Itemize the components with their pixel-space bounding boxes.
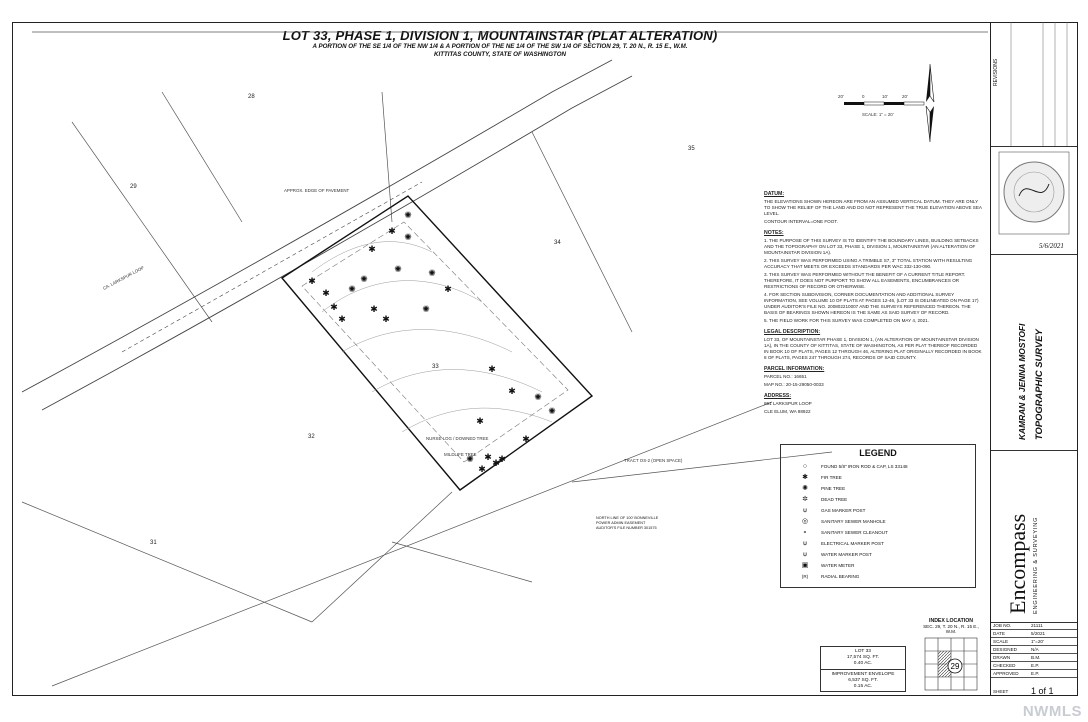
svg-text:✱: ✱ [338, 315, 346, 325]
sheet-label: SHEET [993, 689, 1009, 694]
info-row [991, 662, 1077, 670]
iron-rod-icon: ○ [802, 463, 808, 470]
lot-label-29: 29 [130, 184, 137, 190]
legend-row [781, 495, 977, 506]
info-value: 21111 [1031, 623, 1043, 628]
mildlife-label: MILDLIFE TREE [444, 452, 477, 457]
revision-table [991, 22, 1077, 146]
note-1: 1. THE PURPOSE OF THIS SURVEY IS TO IDENTIFY THE BOUNDARY LINES, BUILDING SETBACKS AND THE TOPOGRAPHY ON LOT 33, PHASE 1, DIVISION 1, MOUNTAINSTAR (AN ALTERATION OF MOUNTAINSTAR DIVISION 1A). [764, 238, 979, 255]
seal-date: 5/6/2021 [1039, 242, 1064, 250]
legal-text: LOT 33, OF MOUNTAINSTAR PHASE 1, DIVISION 1, (AN ALTERATION OF MOUNTAINSTAR DIVISION 1A), IN THE COUNTY OF KITTITAS, STATE OF WASHINGTON, AS PER PLAT THEREOF RECORDED IN BOOK 10 OF PLATS, PAGES 12 THROUGH 46, ALTERING PLAT ORIGINALLY RECORDED IN BOOK 8 OF PLATS, PAGES 247 THROUGH 274, RECORDS OF SAID COUNTY. [764, 337, 982, 360]
legend-label: PINE TREE [821, 486, 846, 491]
legend-label: ELECTRICAL MARKER POST [821, 541, 884, 546]
legend-label: SANITARY SEWER CLEANOUT [821, 530, 888, 535]
legend [780, 444, 976, 588]
info-row [991, 622, 1077, 630]
svg-text:✱: ✱ [382, 315, 390, 325]
job-info [991, 622, 1077, 696]
datum-text: THE ELEVATIONS SHOWN HEREON ARE FROM AN ASSUMED VERTICAL DATUM. THEY ARE ONLY TO SHOW THE RELIEF OF THE LAND AND DO NOT REPRESENT THE TRUE ELEVATION ABOVE SEA LEVEL. [764, 199, 982, 216]
svg-text:✺: ✺ [422, 305, 430, 315]
envelope-ac: 0.15 AC. [853, 684, 873, 689]
project-panel [991, 254, 1077, 451]
sewer-manhole-icon: ◎ [801, 518, 809, 525]
info-row [991, 638, 1077, 646]
legend-label: FIR TREE [821, 475, 842, 480]
legend-label: RADIAL BEARING [821, 574, 860, 579]
svg-text:✺: ✺ [404, 211, 412, 221]
legend-label: FOUND 5/8" IRON ROD & CAP, LS 33148 [821, 464, 908, 469]
legend-row [781, 462, 977, 473]
surveyor-seal [991, 146, 1077, 255]
survey-notes [764, 186, 982, 417]
svg-text:✺: ✺ [548, 407, 556, 417]
water-meter-icon: ▣ [801, 562, 809, 569]
info-row [991, 654, 1077, 662]
section-grid-icon [923, 636, 979, 692]
info-row [991, 670, 1077, 678]
company-name: Encompass [1005, 513, 1030, 614]
index-location [918, 618, 984, 692]
svg-text:✱: ✱ [322, 289, 330, 299]
scale-tick-20b: 20' [902, 94, 908, 99]
address-line-2: CLE ELUM, WA 98922 [764, 409, 811, 414]
svg-text:✱: ✱ [388, 227, 396, 237]
legend-row [781, 561, 977, 572]
svg-text:✺: ✺ [394, 265, 402, 275]
note-4: 4. FOR SECTION SUBDIVISION, CORNER DOCUMENTATION AND ADDITIONAL SURVEY INFORMATION, SEE VOLUME 10 OF PLATS AT PAGES 12-46, (LOT 33 IS DELINEATED ON PAGE 17) UNDER AUDITOR'S FILE NO. 200802210007 AND THE SURVEYS REFERENCED THEREON. THE BASIS OF BEARINGS SHOWN HEREON IS THE SAME AS SAID SURVEY OF RECORD. [764, 292, 979, 315]
lot-label-28: 28 [248, 94, 255, 100]
legend-title: LEGEND [859, 448, 897, 458]
info-key: APPROVED [993, 671, 1019, 676]
address-heading: ADDRESS: [764, 393, 792, 399]
svg-text:✺: ✺ [404, 233, 412, 243]
north-arrow-icon [926, 64, 934, 142]
legend-label: WATER METER [821, 563, 855, 568]
note-3: 3. THIS SURVEY WAS PERFORMED WITHOUT THE BENEFIT OF A CURRENT TITLE REPORT. THEREFORE, IT DOES NOT PURPORT TO SHOW ALL EASEMENTS, ENCUMBRANCES OR RESTRICTIONS OF RECORD OR OTHERWISE. [764, 272, 966, 289]
sewer-cleanout-icon: ∘ [802, 529, 808, 536]
lot-area-lot: LOT 33 [855, 649, 871, 654]
svg-text:✱: ✱ [488, 365, 496, 375]
svg-text:✱: ✱ [476, 417, 484, 427]
info-key: DRAWN [993, 655, 1011, 660]
title-block [990, 22, 1078, 696]
pavement-note: APPROX. EDGE OF PAVEMENT [284, 188, 350, 193]
legend-row [781, 539, 977, 550]
svg-text:✺: ✺ [534, 393, 542, 403]
svg-text:✱: ✱ [508, 387, 516, 397]
legend-row [781, 572, 977, 583]
parcel-no: PARCEL NO.: 16651 [764, 374, 807, 379]
easement-note: NORTH LINE OF 100' BONNEVILLE POWER ADMIN EASEMENT AUDITOR'S FILE NUMBER 301575 [596, 516, 659, 530]
legend-row [781, 473, 977, 484]
scale-text: SCALE: 1" = 20' [862, 112, 894, 117]
svg-text:✺: ✺ [428, 269, 436, 279]
info-value: N/A [1031, 647, 1039, 652]
lot-label-35: 35 [688, 146, 695, 152]
survey-type: TOPOGRAPHIC SURVEY [1033, 329, 1044, 440]
legend-row [781, 528, 977, 539]
dead-tree-icon: ✲ [802, 496, 808, 503]
svg-text:✱: ✱ [444, 285, 452, 295]
sheet-number [991, 688, 1077, 696]
electrical-marker-icon: ⍦ [802, 540, 808, 547]
legend-row [781, 506, 977, 517]
plat-title: LOT 33, PHASE 1, DIVISION 1, MOUNTAINSTAR (PLAT ALTERATION) [282, 28, 718, 43]
fir-tree-icon: ✱ [802, 474, 808, 481]
radial-bearing-icon: (R) [801, 574, 809, 579]
info-value: E.P. [1031, 663, 1040, 668]
scale-tick-20a: 20' [838, 94, 844, 99]
note-2: 2. THIS SURVEY WAS PERFORMED USING A TRIMBLE S7, 3" TOTAL STATION WITH RESULTING ACCURACY THAT MEETS OR EXCEEDS STANDARDS PER WAC 332-130-090. [764, 258, 973, 269]
svg-text:✱: ✱ [308, 277, 316, 287]
svg-text:✱: ✱ [484, 453, 492, 463]
svg-text:✺: ✺ [348, 285, 356, 295]
legend-row [781, 550, 977, 561]
svg-text:✺: ✺ [466, 455, 474, 465]
scale-tick-0: 0 [862, 94, 865, 99]
road-label: CA. LARKSPUR LOOP [102, 265, 145, 291]
tract-label: TRACT OS-2 (OPEN SPACE) [624, 458, 683, 463]
svg-text:✱: ✱ [522, 435, 530, 445]
plat-subtitle-2: KITTITAS COUNTY, STATE OF WASHINGTON [434, 51, 566, 58]
water-marker-icon: ⍦ [802, 551, 808, 558]
nurse-log-label: NURSE LOG / DOWNED TREE [426, 436, 489, 441]
svg-text:✱: ✱ [478, 465, 486, 475]
svg-text:✱: ✱ [330, 303, 338, 313]
svg-text:✱: ✱ [498, 455, 506, 465]
info-row [991, 646, 1077, 654]
legend-label: DEAD TREE [821, 497, 848, 502]
lot-area-sqft: 17,574 SQ. FT. [846, 655, 880, 660]
lot-area-box [820, 646, 906, 692]
envelope-heading: IMPROVEMENT ENVELOPE [821, 669, 905, 678]
legend-label: WATER MARKER POST [821, 552, 872, 557]
info-value: 1"=20' [1031, 639, 1044, 644]
svg-text:✱: ✱ [368, 245, 376, 255]
legend-label: GAS MARKER POST [821, 508, 866, 513]
plat-subtitle-1: A PORTION OF THE SE 1/4 OF THE NW 1/4 & A PORTION OF THE NE 1/4 OF THE SW 1/4 OF SECTION 29, T. 20 N., R. 15 E., W.M. [312, 43, 688, 50]
info-key: JOB NO. [993, 623, 1012, 628]
revisions-panel [991, 22, 1077, 147]
company-subtitle: ENGINEERING & SURVEYING [1033, 516, 1039, 614]
pine-tree-icon: ✺ [802, 485, 808, 492]
legend-row [781, 517, 977, 528]
info-value: 5/2021 [1031, 631, 1046, 636]
info-key: CHECKED [993, 663, 1016, 668]
legal-heading: LEGAL DESCRIPTION: [764, 329, 821, 335]
info-row [991, 630, 1077, 638]
lot-area-ac: 0.40 AC. [853, 661, 873, 666]
index-sec: SEC. 29, T. 20 N., R. 15 E., W.M. [923, 624, 979, 634]
lot-label-33: 33 [432, 364, 439, 370]
svg-text:✱: ✱ [492, 459, 500, 469]
parcel-heading: PARCEL INFORMATION: [764, 366, 825, 372]
gas-marker-icon: ⍦ [802, 507, 808, 514]
client-name: KAMRAN & JENNA MOSTOFI [1017, 323, 1027, 440]
datum-heading: DATUM: [764, 191, 785, 197]
info-value: E.P. [1031, 671, 1040, 676]
address-line-1: 861 LARKSPUR LOOP [764, 401, 812, 406]
info-key: SCALE [993, 639, 1009, 644]
info-value: B.M. [1031, 655, 1041, 660]
revisions-label: REVISIONS [993, 58, 999, 86]
envelope-sqft: 6,537 SQ. FT. [848, 678, 878, 683]
lot-label-32: 32 [308, 434, 315, 440]
contour-text: CONTOUR INTERVAL=ONE FOOT. [764, 219, 838, 224]
company-logo [991, 450, 1077, 623]
lot-label-34: 34 [554, 240, 561, 246]
legend-label: SANITARY SEWER MANHOLE [821, 519, 886, 524]
map-no: MAP NO.: 20-15-29050-0033 [764, 382, 824, 387]
lot-label-31: 31 [150, 540, 157, 546]
index-title: INDEX LOCATION [929, 618, 973, 624]
svg-text:✱: ✱ [370, 305, 378, 315]
note-5: 5. THE FIELD WORK FOR THIS SURVEY WAS COMPLETED ON MAY 4, 2021. [764, 318, 929, 323]
nwmls-watermark: NWMLS [1022, 703, 1082, 720]
scale-bar [838, 94, 924, 117]
info-key: DESIGNED [993, 647, 1017, 652]
sheet-value: 1 of 1 [1031, 686, 1054, 696]
info-key: DATE [993, 631, 1005, 636]
legend-row [781, 484, 977, 495]
scale-tick-10: 10' [882, 94, 888, 99]
index-section-no: 29 [950, 662, 960, 671]
notes-heading: NOTES: [764, 230, 784, 236]
svg-text:✺: ✺ [360, 275, 368, 285]
